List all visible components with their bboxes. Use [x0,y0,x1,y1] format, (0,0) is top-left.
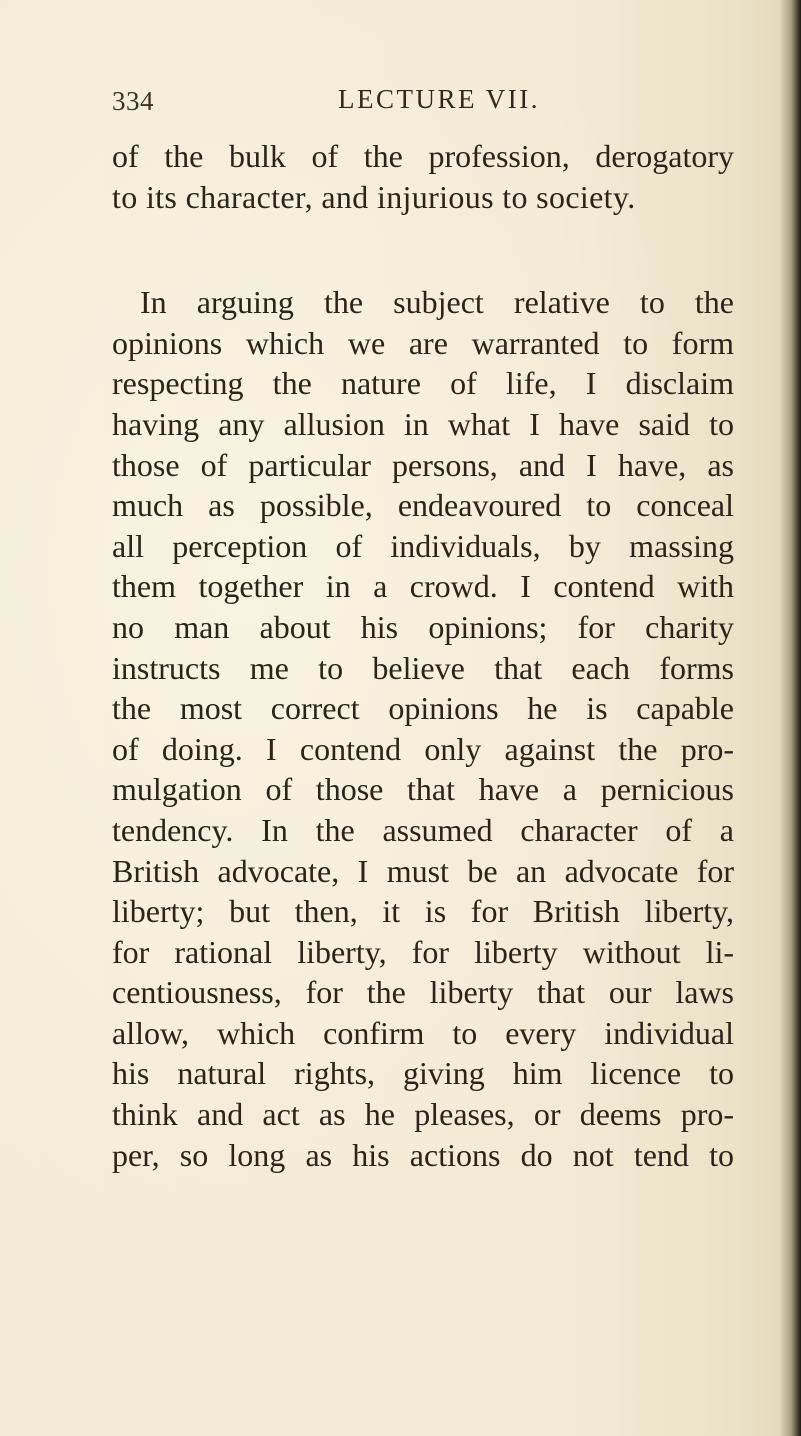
text-line: respecting the nature of life, I disclaim [112,365,734,402]
body-text [112,136,734,1175]
text-line: think and act as he pleases, or deems pro- [112,1096,734,1133]
text-line: having any allusion in what I have said to [112,405,734,442]
text-line: them together in a crowd. I contend with [112,568,734,605]
text-line: for rational liberty, for liberty without li- [112,933,734,970]
text-line: to its character, and injurious to society. [112,178,636,215]
text-line: British advocate, I must be an advocate for [112,852,734,889]
paragraph-2 [112,282,734,1175]
text-line: of the bulk of the profession, derogatory [112,138,734,174]
text-line: instructs me to believe that each forms [112,649,734,686]
text-line: all perception of individuals, by massing [112,527,734,564]
text-line: those of particular persons, and I have, as [112,446,734,483]
text-line: allow, which confirm to every individual [112,1014,734,1051]
text-line: centiousness, for the liberty that our laws [112,974,734,1011]
text-line: the most correct opinions he is capable [112,690,734,727]
text-line: his natural rights, giving him licence to [112,1055,734,1092]
text-line: In arguing the subject relative to the [140,284,734,321]
text-line: much as possible, endeavoured to conceal [112,487,734,524]
page-header [0,78,801,128]
page-binding-shadow [779,0,801,1436]
text-line: liberty; but then, it is for British liberty, [112,893,734,930]
text-line: tendency. In the assumed character of a [112,811,734,848]
text-line: per, so long as his actions do not tend to [112,1136,734,1173]
text-line: no man about his opinions; for charity [112,608,734,645]
page-number: 334 [112,86,154,116]
text-line: opinions which we are warranted to form [112,324,734,361]
text-line: mulgation of those that have a pernicious [112,771,734,808]
running-head: LECTURE VII. [338,84,540,114]
paragraph-1 [112,136,734,217]
text-line: of doing. I contend only against the pro- [112,730,734,767]
